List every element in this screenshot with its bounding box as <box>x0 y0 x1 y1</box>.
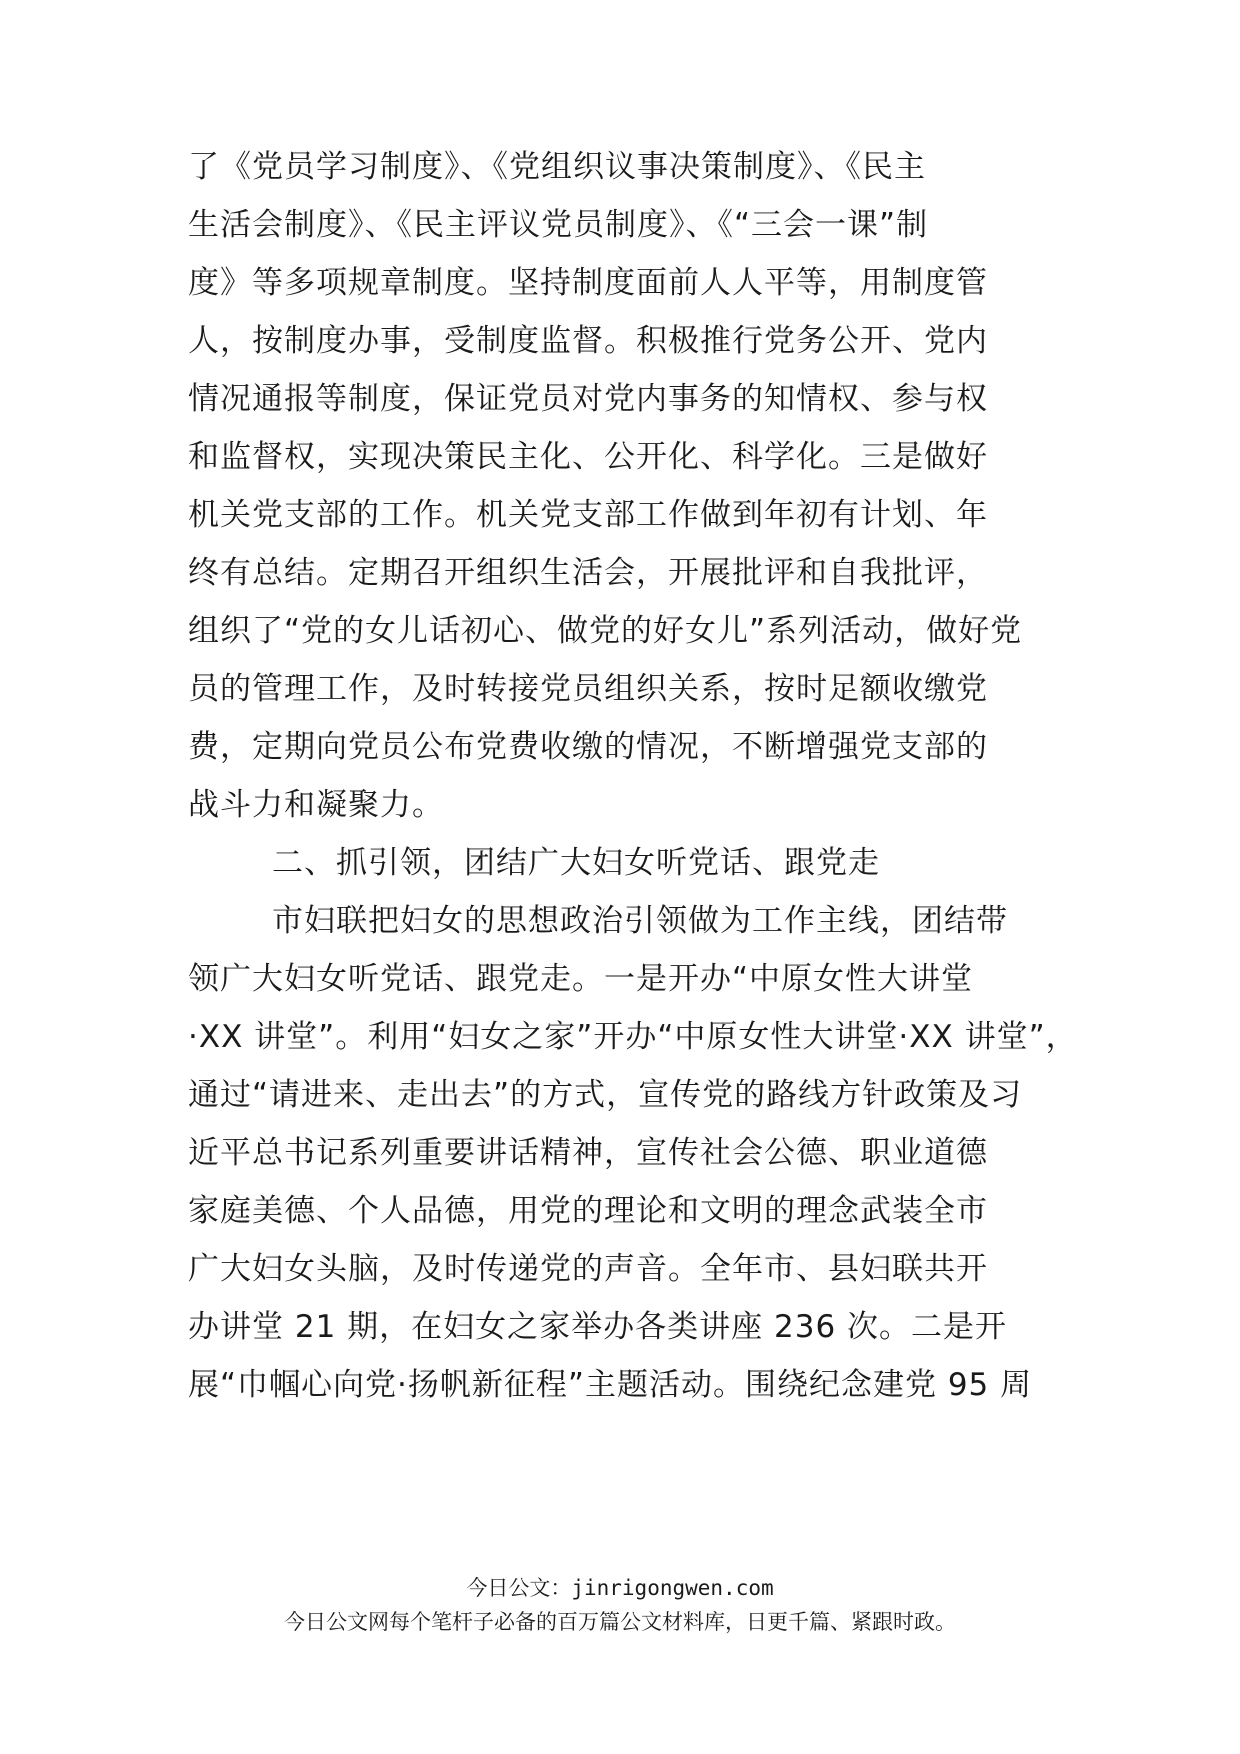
footer-url-link[interactable]: jinrigongwen.com <box>571 1576 774 1600</box>
body-line: 广大妇女头脑，及时传递党的声音。全年市、县妇联共开 <box>188 1251 988 1287</box>
body-line: 人，按制度办事，受制度监督。积极推行党务公开、党内 <box>188 323 988 359</box>
body-line: 领广大妇女听党话、跟党走。一是开办“中原女性大讲堂 <box>188 961 974 997</box>
body-line: 通过“请进来、走出去”的方式，宣传党的路线方针政策及习 <box>188 1077 1023 1113</box>
body-line: 组织了“党的女儿话初心、做党的好女儿”系列活动，做好党 <box>188 613 1023 649</box>
body-line: 和监督权，实现决策民主化、公开化、科学化。三是做好 <box>188 439 988 475</box>
body-line: 终有总结。定期召开组织生活会，开展批评和自我批评， <box>188 555 988 591</box>
body-line: 家庭美德、个人品德，用党的理论和文明的理念武装全市 <box>188 1193 988 1229</box>
footer-tagline: 今日公文网每个笔杆子必备的百万篇公文材料库，日更千篇、紧跟时政。 <box>284 1610 956 1634</box>
section-heading: 二、抓引领，团结广大妇女听党话、跟党走 <box>272 845 880 881</box>
body-line: 市妇联把妇女的思想政治引领做为工作主线，团结带 <box>272 903 1008 939</box>
body-line: 展“巾帼心向党·扬帆新征程”主题活动。围绕纪念建党 95 周 <box>188 1367 1033 1403</box>
footer-source <box>0 1574 1240 1602</box>
body-line: 了《党员学习制度》、《党组织议事决策制度》、《民主 <box>188 149 926 185</box>
body-line: 办讲堂 21 期，在妇女之家举办各类讲座 236 次。二是开 <box>188 1309 1008 1345</box>
body-line: 机关党支部的工作。机关党支部工作做到年初有计划、年 <box>188 497 988 533</box>
body-line: 近平总书记系列重要讲话精神，宣传社会公德、职业道德 <box>188 1135 988 1171</box>
body-line: 情况通报等制度，保证党员对党内事务的知情权、参与权 <box>188 381 988 417</box>
body-line: 员的管理工作，及时转接党员组织关系，按时足额收缴党 <box>188 671 988 707</box>
body-line: 度》等多项规章制度。坚持制度面前人人平等，用制度管 <box>188 265 988 301</box>
footer-label: 今日公文： <box>466 1576 572 1600</box>
body-line: 费，定期向党员公布党费收缴的情况，不断增强党支部的 <box>188 729 988 765</box>
body-line: 生活会制度》、《民主评议党员制度》、《“三会一课”制 <box>188 207 929 243</box>
body-line: ·XX 讲堂”。利用“妇女之家”开办“中原女性大讲堂·XX 讲堂”， <box>188 1019 1078 1055</box>
body-line: 战斗力和凝聚力。 <box>188 787 444 823</box>
